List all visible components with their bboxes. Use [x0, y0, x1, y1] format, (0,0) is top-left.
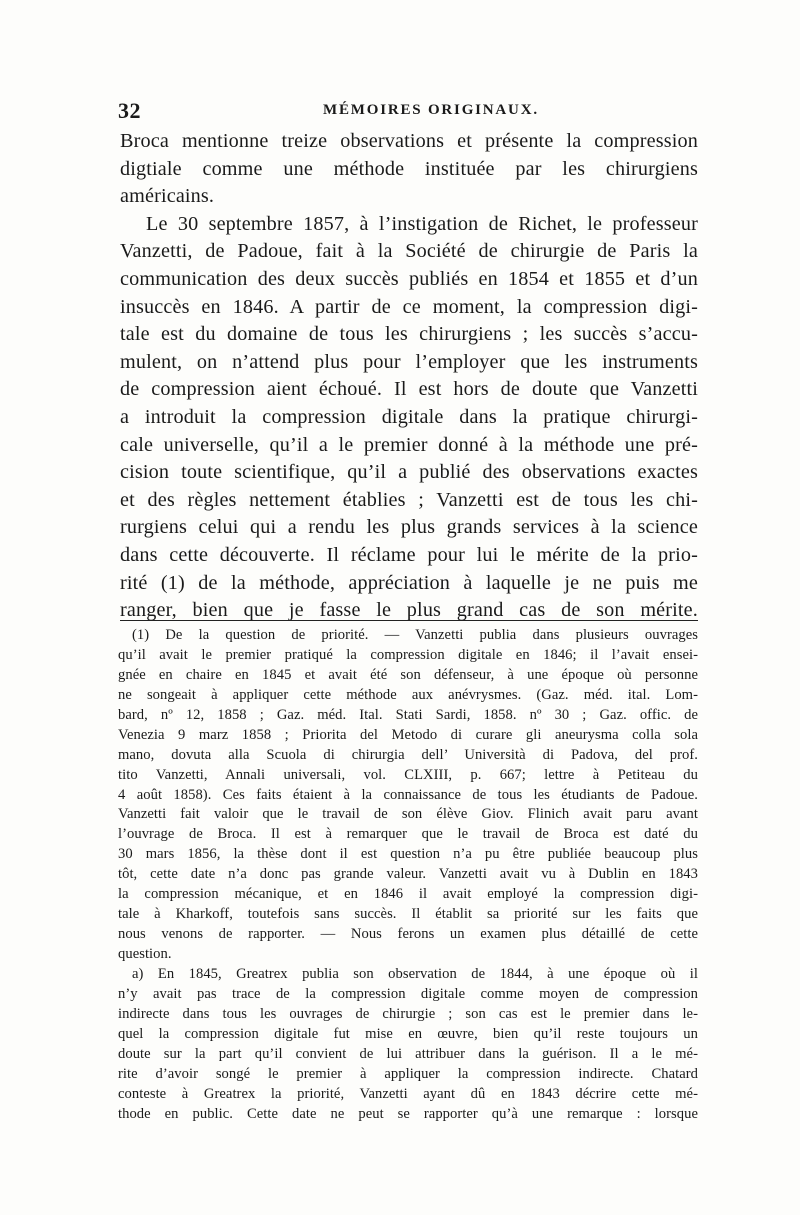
footnote-divider: [120, 620, 698, 621]
footnote-line: indirecte dans tous les ouvrages de chirurgie ; son cas est le premier dans le-: [118, 1005, 698, 1022]
body-line: ranger, bien que je fasse le plus grand cas de son mérite.: [120, 599, 698, 622]
body-line: insuccès en 1846. A partir de ce moment, la compression digi-: [120, 295, 698, 318]
body-line: Broca mentionne treize observations et présente la compression: [120, 130, 698, 152]
body-line: Vanzetti, de Padoue, fait à la Société de chirurgie de Paris la: [120, 240, 698, 263]
footnote-line: conteste à Greatrex la priorité, Vanzetti ayant dû en 1843 décrire cette mé-: [118, 1085, 698, 1102]
body-line: rité (1) de la méthode, appréciation à laquelle je ne puis me: [120, 571, 698, 594]
footnote-line: 30 mars 1856, la thèse dont il est question n’a pu être publiée beaucoup plus: [118, 846, 698, 863]
page-header: [118, 98, 698, 122]
footnote-line: tale à Kharkoff, toutefois sans succès. Il établit sa priorité sur les faits que: [118, 906, 698, 923]
footnote-line: Vanzetti fait valoir que le travail de son élève Giov. Flinich avait paru avant: [118, 806, 698, 823]
footnote-line: tôt, cette date n’a donc pas grande valeur. Vanzetti avait vu à Dublin en 1843: [118, 866, 698, 883]
running-head: MÉMOIRES ORIGINAUX.: [323, 102, 539, 118]
footnote-line: qu’il avait le premier pratiqué la compression digitale en 1846; il l’avait ensei-: [118, 646, 698, 663]
body-line: rurgiens celui qui a rendu les plus grands services à la science: [120, 516, 698, 539]
footnote-line: tito Vanzetti, Annali universali, vol. CLXIII, p. 667; lettre à Petiteau du: [118, 766, 698, 783]
footnote-line: bard, nº 12, 1858 ; Gaz. méd. Ital. Stati Sardi, 1858. nº 30 ; Gaz. offic. de: [118, 706, 698, 723]
footnote-line: n’y avait pas trace de la compression digitale comme moyen de compression: [118, 985, 698, 1002]
footnote-line: mano, dovuta alla Scuola di chirurgia dell’ Università di Padova, del prof.: [118, 746, 698, 763]
body-line: communication des deux succès publiés en 1854 et 1855 et d’un: [120, 267, 698, 290]
footnote-line: doute sur la part qu’il convient de lui attribuer dans la guérison. Il a le mé-: [118, 1045, 698, 1062]
body-text: [120, 128, 698, 625]
body-line: mulent, on n’attend plus pour l’employer que les instruments: [120, 350, 698, 373]
footnote-line: Venezia 9 marz 1858 ; Priorita del Metodo di curare gli aneurysma colla sola: [118, 726, 698, 743]
body-line: et des règles nettement établies ; Vanzetti est de tous les chi-: [120, 488, 698, 511]
footnote-line: quel la compression digitale fut mise en œuvre, bien qu’il reste toujours un: [118, 1025, 698, 1042]
footnote-line: a) En 1845, Greatrex publia son observation de 1844, à une époque où il: [132, 965, 698, 982]
body-line: Le 30 septembre 1857, à l’instigation de Richet, le professeur: [146, 212, 698, 235]
footnote-line: rite d’avoir songé le premier à appliquer la compression indirecte. Chatard: [118, 1065, 698, 1082]
body-line: a introduit la compression digitale dans la pratique chirurgi-: [120, 405, 698, 428]
body-line: américains.: [120, 185, 215, 208]
body-line: tale est du domaine de tous les chirurgiens ; les succès s’accu-: [120, 323, 698, 346]
footnote-line: gnée en chaire en 1845 et avait été son défenseur, à une époque où personne: [118, 666, 698, 683]
page-number: 32: [118, 98, 141, 123]
body-line: dans cette découverte. Il réclame pour lui le mérite de la prio-: [120, 543, 698, 566]
body-line: digtiale comme une méthode instituée par les chirurgiens: [120, 157, 698, 180]
footnote-line: (1) De la question de priorité. — Vanzetti publia dans plusieurs ouvrages: [132, 627, 698, 643]
footnote-line: thode en public. Cette date ne peut se rapporter qu’à une remarque : lorsque: [118, 1105, 698, 1122]
body-line: cision toute scientifique, qu’il a publié des observations exactes: [120, 461, 698, 484]
footnote-line: la compression mécanique, et en 1846 il avait employé la compression digi-: [118, 886, 698, 903]
footnote-line: question.: [118, 946, 172, 962]
footnote-line: l’ouvrage de Broca. Il est à remarquer que le travail de Broca est daté du: [118, 826, 698, 843]
body-line: de compression aient échoué. Il est hors de doute que Vanzetti: [120, 378, 698, 401]
footnote-line: ne songeait à appliquer cette méthode aux anévrysmes. (Gaz. méd. ital. Lom-: [118, 686, 698, 703]
footnote-line: nous venons de rapporter. — Nous ferons un examen plus détaillé de cette: [118, 926, 698, 943]
body-line: cale universelle, qu’il a le premier donné à la méthode une pré-: [120, 433, 698, 456]
footnote-block: [118, 626, 698, 1124]
footnote-line: 4 août 1858). Ces faits étaient à la connaissance de tous les étudiants de Padoue.: [118, 786, 698, 803]
